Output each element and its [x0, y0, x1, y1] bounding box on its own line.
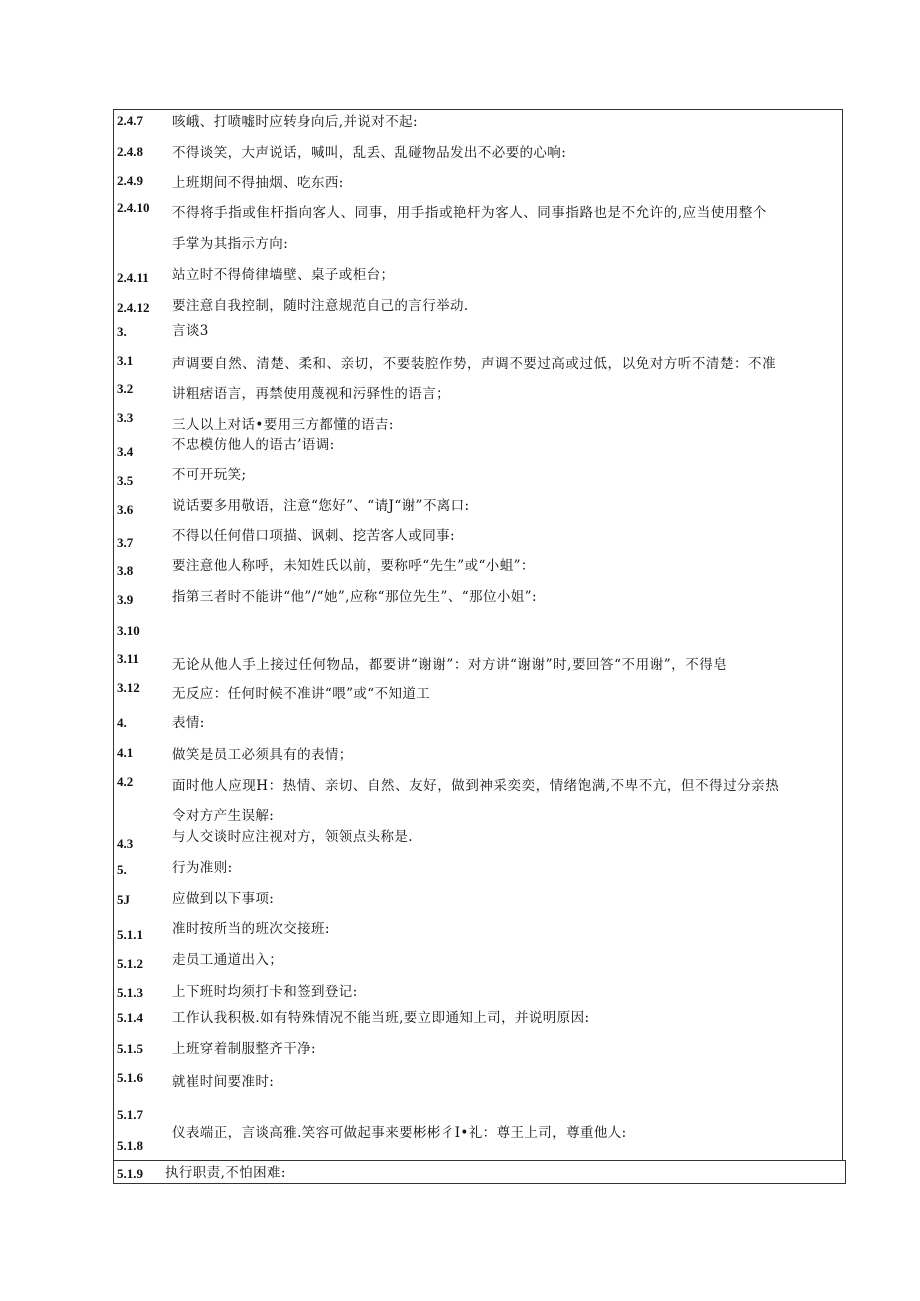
- item-text: 做笑是员工必须具有的表情；: [172, 747, 353, 763]
- item-text: 声调要自然、清楚、柔和、亲切，不要装腔作势，声调不要过高或过低，以免对方听不清楚：不准: [172, 356, 777, 372]
- item-number: 3.6: [117, 502, 134, 517]
- item-number: 3.11: [117, 651, 140, 666]
- item-text: 工作认我积极.如有特殊情况不能当班,要立即通知上司，并说明原因:: [172, 1010, 590, 1026]
- item-number: 3.1: [117, 353, 134, 368]
- item-number: 3.3: [117, 410, 134, 425]
- item-number: 5.1.5: [117, 1041, 143, 1056]
- section-number: 5.: [117, 862, 127, 877]
- item-text: 不得将手指或隹杆指向客人、同事，用手指或艳杆为客人、同事指路也是不允许的,应当使用整个: [172, 205, 767, 221]
- item-number: 2.4.12: [117, 300, 150, 315]
- item-text: 上班期间不得抽烟、吃东西:: [172, 175, 344, 191]
- item-number: 5.1.2: [117, 956, 143, 971]
- item-text: 执行职责,不怕困难:: [165, 1165, 286, 1181]
- item-number: 3.10: [117, 623, 140, 638]
- section-title: 言谈3: [172, 323, 209, 339]
- item-number: 3.5: [117, 473, 134, 488]
- item-text: 令对方产生误解:: [172, 808, 275, 824]
- item-number: 3.9: [117, 592, 134, 607]
- item-number: 4.2: [117, 774, 134, 789]
- item-number: 2.4.7: [117, 113, 143, 128]
- section-number: 4.: [117, 715, 127, 730]
- item-text: 走员工通道出入；: [172, 952, 284, 968]
- item-text: 不得谈笑，大声说话，喊叫，乱丢、乱碰物品发出不必要的心响:: [172, 145, 567, 161]
- item-number: 2.4.11: [117, 270, 149, 285]
- item-number: 3.2: [117, 381, 134, 396]
- item-number: 3.4: [117, 444, 134, 459]
- item-number: 5.1.1: [117, 927, 143, 942]
- item-text: 仪表端正，言谈高雅.笑容可做起事来要彬彬彳I•礼：尊王上司，尊重他人:: [172, 1125, 627, 1141]
- item-text: 站立时不得倚律墙壁、桌子或柜台；: [172, 267, 395, 283]
- item-number: 5.1.9: [117, 1166, 143, 1181]
- item-text: 讲粗痞语言，再禁使用蔑视和污驿性的语言；: [172, 386, 450, 402]
- item-text: 就崔时间要准时:: [172, 1074, 275, 1090]
- item-text: 三人以上对话•要用三方都懂的语吉:: [172, 417, 394, 433]
- item-number: 5J: [117, 892, 130, 907]
- item-text: 说话要多用敬语，注意“您好”、“请J“谢”不离口:: [172, 498, 470, 514]
- section-title: 行为准则:: [172, 860, 233, 876]
- item-text: 与人交谈时应注视对方，领领点头称是.: [172, 829, 413, 845]
- item-text: 要注意自我控制，随时注意规范自己的言行举动.: [172, 298, 469, 314]
- item-number: 5.1.4: [117, 1010, 143, 1025]
- section-title: 表情:: [172, 715, 205, 731]
- item-text: 要注意他人称呼，未知姓氏以前，要称呼“先生”或“小蛆”：: [172, 558, 535, 574]
- item-number: 3.7: [117, 535, 134, 550]
- item-text: 不得以任何借口项描、讽刺、挖苦客人或同事:: [172, 528, 455, 544]
- item-text: 无论从他人手上接过任何物品，都要讲“谢谢”：对方讲“谢谢”时,要回答“不用谢”，不得皂: [172, 657, 728, 673]
- item-text: 上下班时均须打卡和签到登记:: [172, 984, 358, 1000]
- item-text: 面时他人应现H：热情、亲切、自然、友好，做到神采奕奕，情绪饱满,不卑不亢，但不得过分亲热: [172, 778, 780, 794]
- item-number: 4.3: [117, 836, 134, 851]
- item-number: 5.1.3: [117, 985, 143, 1000]
- item-text: 不忠模仿他人的语古’语调:: [172, 437, 335, 453]
- item-number: 2.4.9: [117, 173, 143, 188]
- item-text: 指第三者时不能讲“他”/“她”,应称“那位先生”、“那位小姐”:: [172, 589, 537, 605]
- item-text: 咳峨、打喷嘘时应转身向后,并说对不起:: [172, 114, 418, 130]
- section-number: 3.: [117, 324, 127, 339]
- item-text: 准时按所当的班次交接班:: [172, 921, 330, 937]
- item-text: 应做到以下事项:: [172, 891, 275, 907]
- item-text: 无反应：任何时候不准讲“喂”或“不知道工: [172, 686, 431, 702]
- item-text: 不可开玩笑;: [172, 467, 247, 483]
- item-text: 手掌为其指示方向:: [172, 236, 289, 252]
- item-number: 5.1.7: [117, 1107, 143, 1122]
- item-number: 3.12: [117, 680, 140, 695]
- item-number: 4.1: [117, 745, 134, 760]
- item-number: 2.4.8: [117, 144, 143, 159]
- item-number: 5.1.8: [117, 1138, 143, 1153]
- item-number: 5.1.6: [117, 1070, 143, 1085]
- item-number: 2.4.10: [117, 200, 150, 215]
- item-number: 3.8: [117, 563, 134, 578]
- item-text: 上班穿着制服整齐干净:: [172, 1041, 316, 1057]
